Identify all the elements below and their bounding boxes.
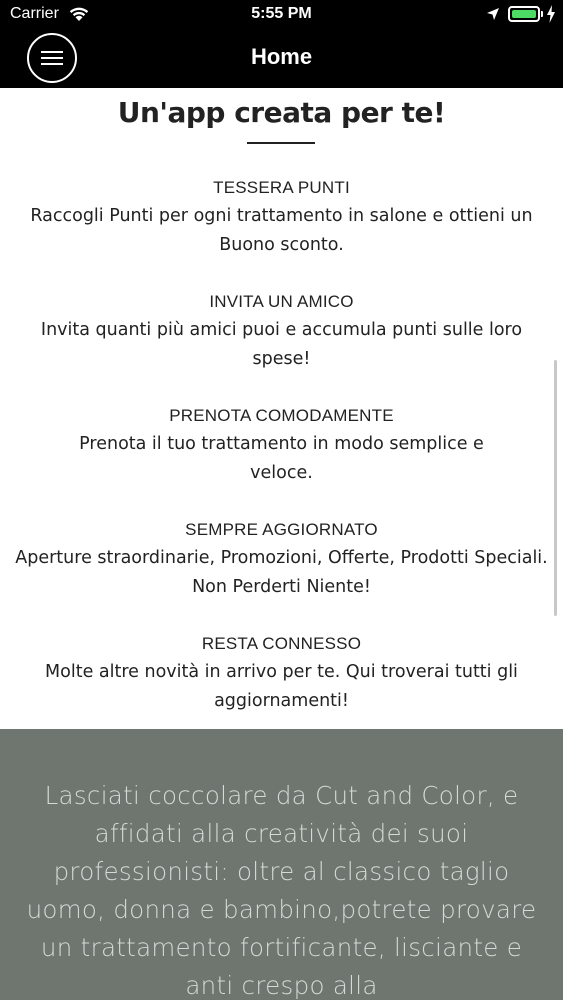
charging-bolt-icon	[546, 5, 556, 23]
scrollbar[interactable]	[554, 360, 557, 616]
main-heading: Un'app creata per te!	[117, 96, 446, 129]
feature-description: Prenota il tuo trattamento in modo semplice e veloce.	[79, 434, 484, 483]
feature-sempre-aggiornato	[0, 516, 563, 602]
feature-title: RESTA CONNESSO	[201, 634, 362, 653]
heading-divider	[247, 142, 315, 144]
feature-prenota-comodamente	[0, 402, 563, 488]
feature-title: SEMPRE AGGIORNATO	[185, 520, 378, 539]
feature-title: PRENOTA COMODAMENTE	[169, 406, 394, 425]
feature-description: Molte altre novità in arrivo per te. Qui troverai tutti gli aggiornamenti!	[45, 662, 518, 711]
carrier-label: Carrier	[10, 5, 59, 22]
battery-icon	[508, 6, 540, 22]
feature-description: Raccogli Punti per ogni trattamento in salone e ottieni un Buono sconto.	[30, 206, 533, 255]
location-arrow-icon	[486, 7, 500, 21]
feature-title: TESSERA PUNTI	[213, 178, 350, 197]
feature-resta-connesso	[0, 630, 563, 716]
clock: 5:55 PM	[251, 5, 312, 22]
navigation-bar	[0, 30, 563, 88]
page-title: Home	[250, 44, 313, 69]
promo-text: Lasciati coccolare da Cut and Color, e affidati alla creatività dei suoi professionisti: oltre al classico taglio uomo, donna e bambino,potrete provare un trattamento fortificante, lisciante e anti crespo alla	[26, 781, 537, 1000]
feature-description: Invita quanti più amici puoi e accumula punti sulle loro spese!	[40, 320, 523, 369]
promo-section	[0, 729, 563, 1000]
feature-description: Aperture straordinarie, Promozioni, Offerte, Prodotti Speciali. Non Perderti Niente!	[15, 548, 548, 597]
status-bar	[0, 0, 563, 30]
feature-tessera-punti	[0, 174, 563, 260]
feature-title: INVITA UN AMICO	[209, 292, 354, 311]
battery-tip	[541, 11, 543, 17]
content-area[interactable]	[0, 88, 563, 729]
feature-invita-un-amico	[0, 288, 563, 374]
